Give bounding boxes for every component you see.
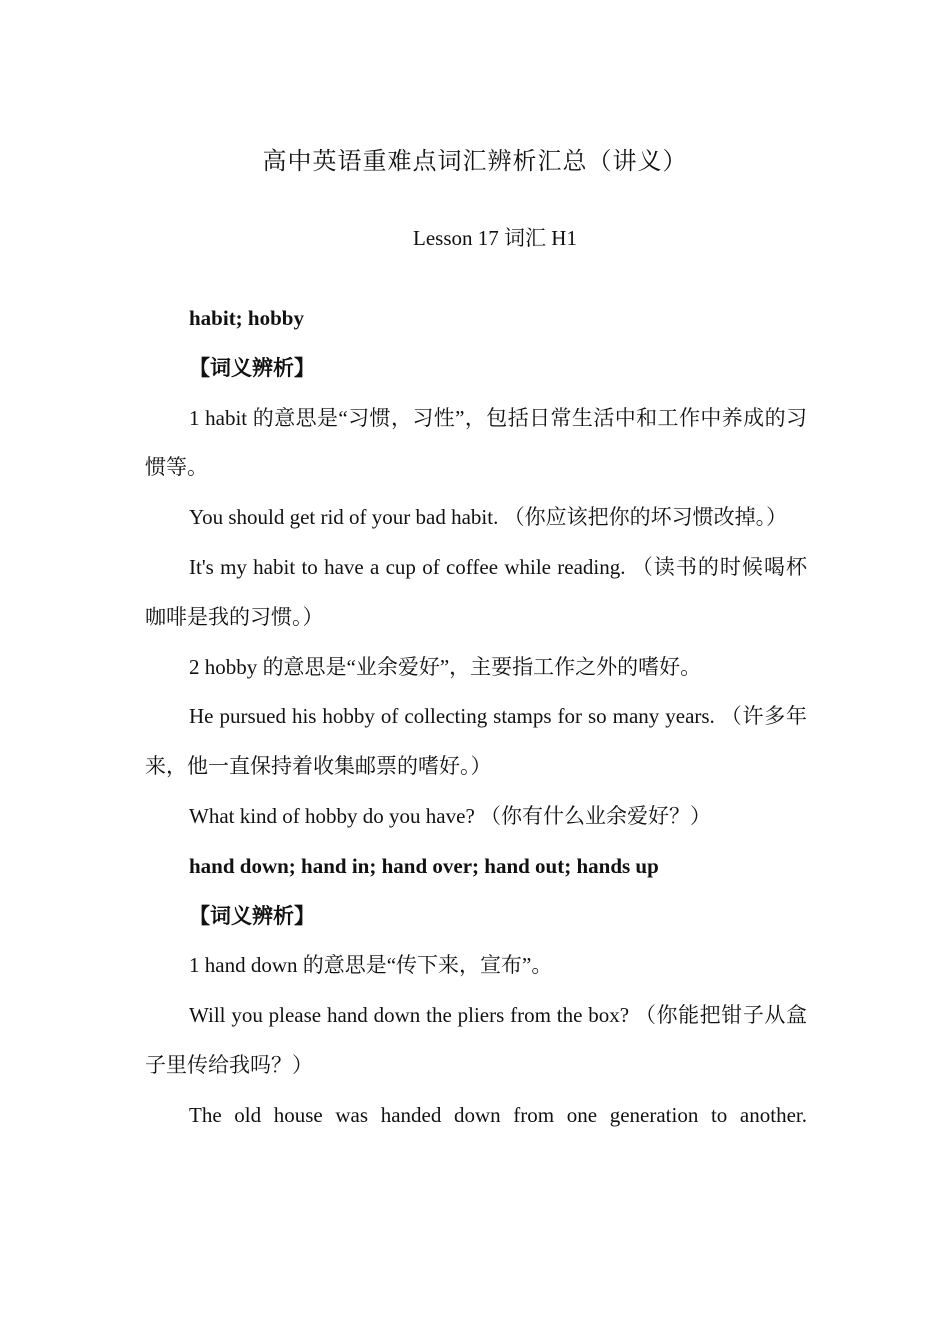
paragraph-hobby-example-1: He pursued his hobby of collecting stamps for so many years. （许多年来，他一直保持着收集邮票的嗜好。） — [145, 704, 807, 779]
paragraph-hobby-definition: 2 hobby 的意思是“业余爱好”，主要指工作之外的嗜好。 — [189, 654, 702, 679]
paragraph-hobby-example-2: What kind of hobby do you have? （你有什么业余爱好？） — [189, 803, 712, 828]
document-body — [145, 294, 807, 1141]
section-label-word-analysis: 【词义辨析】 — [189, 355, 315, 380]
document-title: 高中英语重难点词汇辨析汇总（讲义） — [262, 149, 688, 175]
paragraph-hand-down-example-1: Will you please hand down the pliers from the box? （你能把钳子从盒子里传给我吗？） — [145, 1003, 807, 1077]
heading-hand-phrases: hand down; hand in; hand over; hand out; hands up — [189, 853, 659, 878]
heading-habit-hobby: habit; hobby — [189, 306, 304, 330]
paragraph-hand-down-definition: 1 hand down 的意思是“传下来，宣布”。 — [189, 953, 553, 978]
paragraph-habit-example-1: You should get rid of your bad habit. （你应该把你的坏习惯改掉。） — [189, 505, 788, 530]
section-label-word-analysis-2: 【词义辨析】 — [189, 903, 315, 928]
paragraph-hand-down-example-2: The old house was handed down from one generation to another. — [189, 1102, 807, 1127]
paragraph-habit-definition: 1 habit 的意思是“习惯，习性”，包括日常生活中和工作中养成的习惯等。 — [145, 405, 807, 480]
document-subtitle: Lesson 17 词汇 H1 — [413, 226, 577, 250]
paragraph-habit-example-2: It's my habit to have a cup of coffee while reading. （读书的时候喝杯咖啡是我的习惯。） — [145, 554, 807, 629]
